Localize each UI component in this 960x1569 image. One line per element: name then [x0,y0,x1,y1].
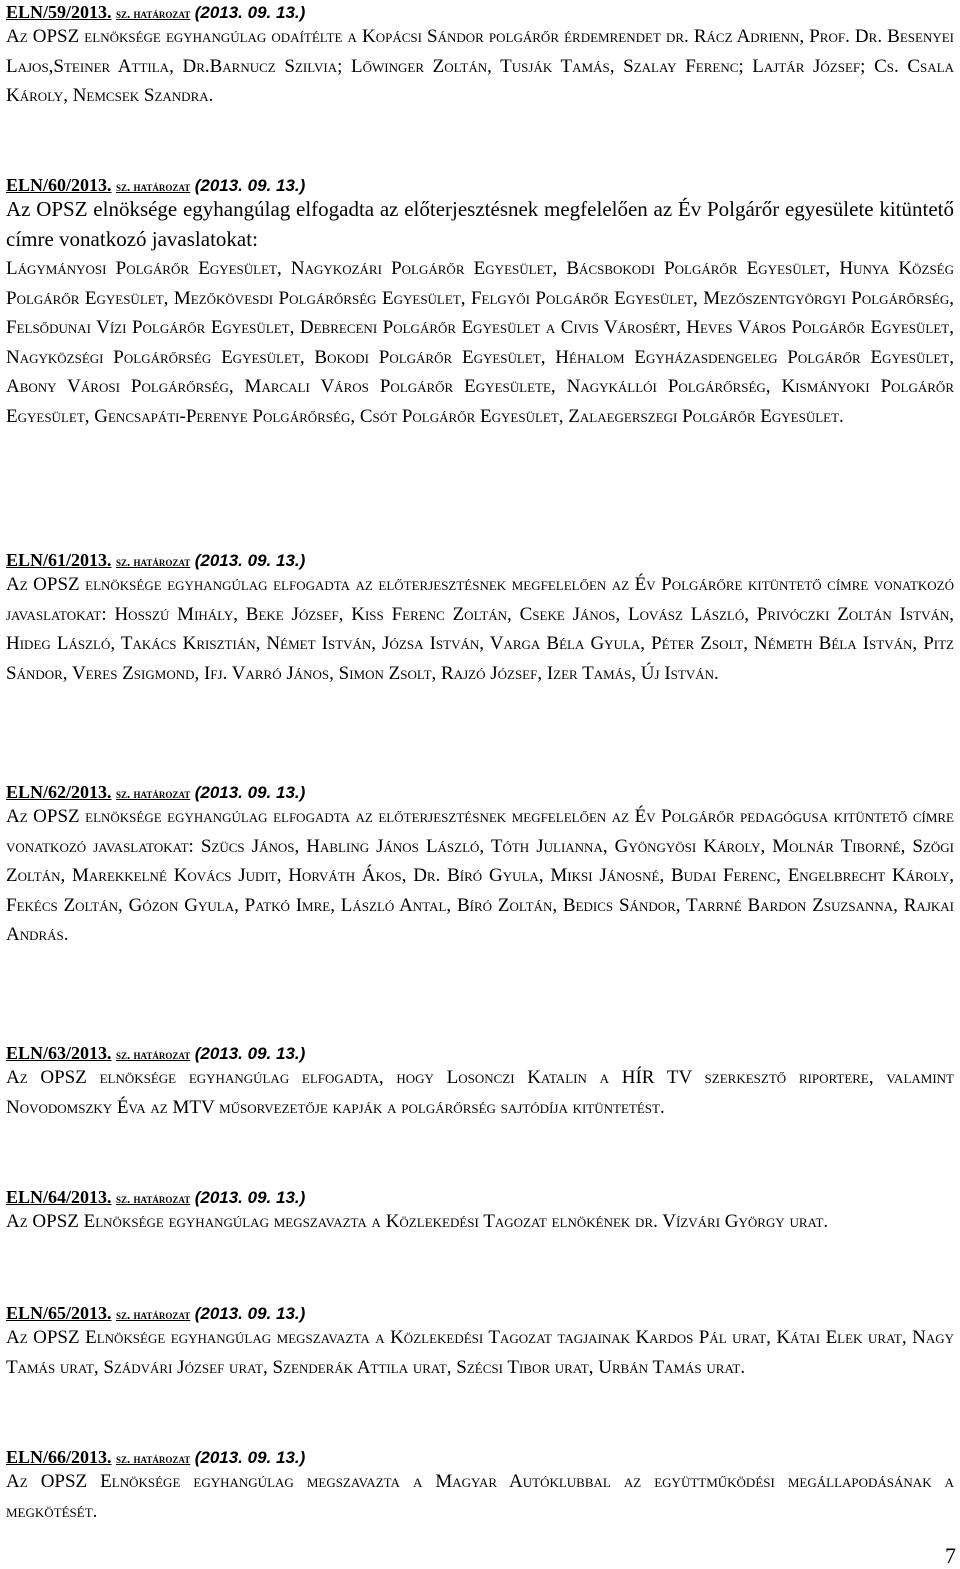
resolution-header [6,550,954,570]
resolution-id: ELN/65/2013. [6,1303,112,1323]
resolution-type: sz. határozat [116,6,191,21]
resolution-date: (2013. 09. 13.) [194,1044,306,1063]
resolution-text: Az OPSZ elnöksége egyhangúlag elfogadta, hogy Losonczi Katalin a HÍR TV szerkesztő riportere, valamint Novodomszky Éva az MTV műsorvezetője kapják a polgárőrség sajtódíja kitüntetést. [6,1067,954,1118]
resolution-date: (2013. 09. 13.) [194,783,306,802]
resolution-header [6,1043,954,1063]
resolution-62 [6,782,954,950]
page-number: 7 [945,1543,956,1568]
resolution-id: ELN/60/2013. [6,175,112,195]
resolution-text: Az OPSZ elnöksége egyhangúlag elfogadta az előterjesztésnek megfelelően az Év Polgárőre kitüntető címre vonatkozó javaslatokat: Hosszú Mihály, Beke József, Kiss Ferenc Zoltán, Cseke János, Lovász László, Privóczki Zoltán István, Hideg László, Takács Krisztián, Német István, Józsa István, Varga Béla Gyula, Péter Zsolt, Németh Béla István, Pitz Sándor, Veres Zsigmond, Ifj. Varró János, Simon Zsolt, Rajzó József, Izer Tamás, Új István. [6,574,954,684]
resolution-type: sz. határozat [116,1047,191,1062]
resolution-id: ELN/66/2013. [6,1447,112,1467]
resolution-date: (2013. 09. 13.) [194,1304,306,1323]
resolution-59 [6,2,954,111]
resolution-id: ELN/62/2013. [6,782,112,802]
resolution-date: (2013. 09. 13.) [194,1448,306,1467]
resolution-id: ELN/63/2013. [6,1043,112,1063]
resolution-header [6,175,954,195]
resolution-65 [6,1303,954,1382]
resolution-header [6,782,954,802]
resolution-text: Az OPSZ Elnöksége egyhangúlag megszavazta a Közlekedési Tagozat tagjainak Kardos Pál urat, Kátai Elek urat, Nagy Tamás urat, Szádvári József urat, Szenderák Attila urat, Szécsi Tibor urat, Urbán Tamás urat. [6,1327,954,1378]
resolution-text: Az OPSZ elnöksége egyhangúlag odaítélte a Kopácsi Sándor polgárőr érdemrendet dr. Rácz Adrienn, Prof. Dr. Besenyei Lajos,Steiner Attila, Dr.Barnucz Szilvia; Lőwinger Zoltán, Tusják Tamás, Szalay Ferenc; Lajtár József; Cs. Csala Károly, Nemcsek Szandra. [6,26,954,106]
resolution-type: sz. határozat [116,1191,191,1206]
resolution-id: ELN/64/2013. [6,1187,112,1207]
resolution-date: (2013. 09. 13.) [194,551,306,570]
resolution-60 [6,175,954,431]
resolution-header [6,1187,954,1207]
resolution-66 [6,1447,954,1526]
resolution-date: (2013. 09. 13.) [194,3,306,22]
resolution-type: sz. határozat [116,1451,191,1466]
resolution-text: Lágymányosi Polgárőr Egyesület, Nagykozári Polgárőr Egyesület, Bácsbokodi Polgárőr Egyesület, Hunya Község Polgárőr Egyesület, Mezőkövesdi Polgárőrség Egyesület, Felgyői Polgárőr Egyesület, Mezőszentgyörgyi Polgárőrség, Felsődunai Vízi Polgárőr Egyesület, Debreceni Polgárőr Egyesület a Civis Városért, Heves Város Polgárőr Egyesület, Nagyközségi Polgárőrség Egyesület, Bokodi Polgárőr Egyesület, Héhalom Egyházasdengeleg Polgárőr Egyesület, Abony Városi Polgárőrség, Marcali Város Polgárőr Egyesülete, Nagykállói Polgárőrség, Kismányoki Polgárőr Egyesület, Gencsapáti-Perenye Polgárőrség, Csót Polgárőr Egyesület, Zalaegerszegi Polgárőr Egyesület. [6,258,954,427]
resolution-id: ELN/61/2013. [6,550,112,570]
resolution-date: (2013. 09. 13.) [194,1188,306,1207]
resolution-type: sz. határozat [116,786,191,801]
resolution-63 [6,1043,954,1122]
resolution-64 [6,1187,954,1237]
resolution-id: ELN/59/2013. [6,2,112,22]
resolution-type: sz. határozat [116,554,191,569]
resolution-header [6,1303,954,1323]
resolution-header [6,2,954,22]
resolution-intro: Az OPSZ elnöksége egyhangúlag elfogadta az előterjesztésnek megfelelően az Év Polgárőr egyesülete kitüntető címre vonatkozó javaslatokat: [6,197,954,251]
resolution-text: Az OPSZ elnöksége egyhangúlag elfogadta az előterjesztésnek megfelelően az Év Polgárőr pedagógusa kitüntető címre vonatkozó javaslatokat: Szücs János, Habling János László, Tóth Julianna, Gyöngyösi Károly, Molnár Tiborné, Szögi Zoltán, Marekkelné Kovács Judit, Horváth Ákos, Dr. Bíró Gyula, Miksi Jánosné, Budai Ferenc, Engelbrecht Károly, Fekécs Zoltán, Gózon Gyula, Patkó Imre, László Antal, Bíró Zoltán, Bedics Sándor, Tarrné Bardon Zsuzsanna, Rajkai András. [6,806,954,945]
resolution-header [6,1447,954,1467]
resolution-text: Az OPSZ Elnöksége egyhangúlag megszavazta a Közlekedési Tagozat elnökének dr. Vízvári György urat. [6,1211,829,1232]
resolution-type: sz. határozat [116,179,191,194]
resolution-date: (2013. 09. 13.) [194,176,306,195]
resolution-61 [6,550,954,688]
resolution-text: Az OPSZ Elnöksége egyhangúlag megszavazta a Magyar Autóklubbal az együttműködési megállapodásának a megkötését. [6,1471,954,1522]
resolution-type: sz. határozat [116,1307,191,1322]
